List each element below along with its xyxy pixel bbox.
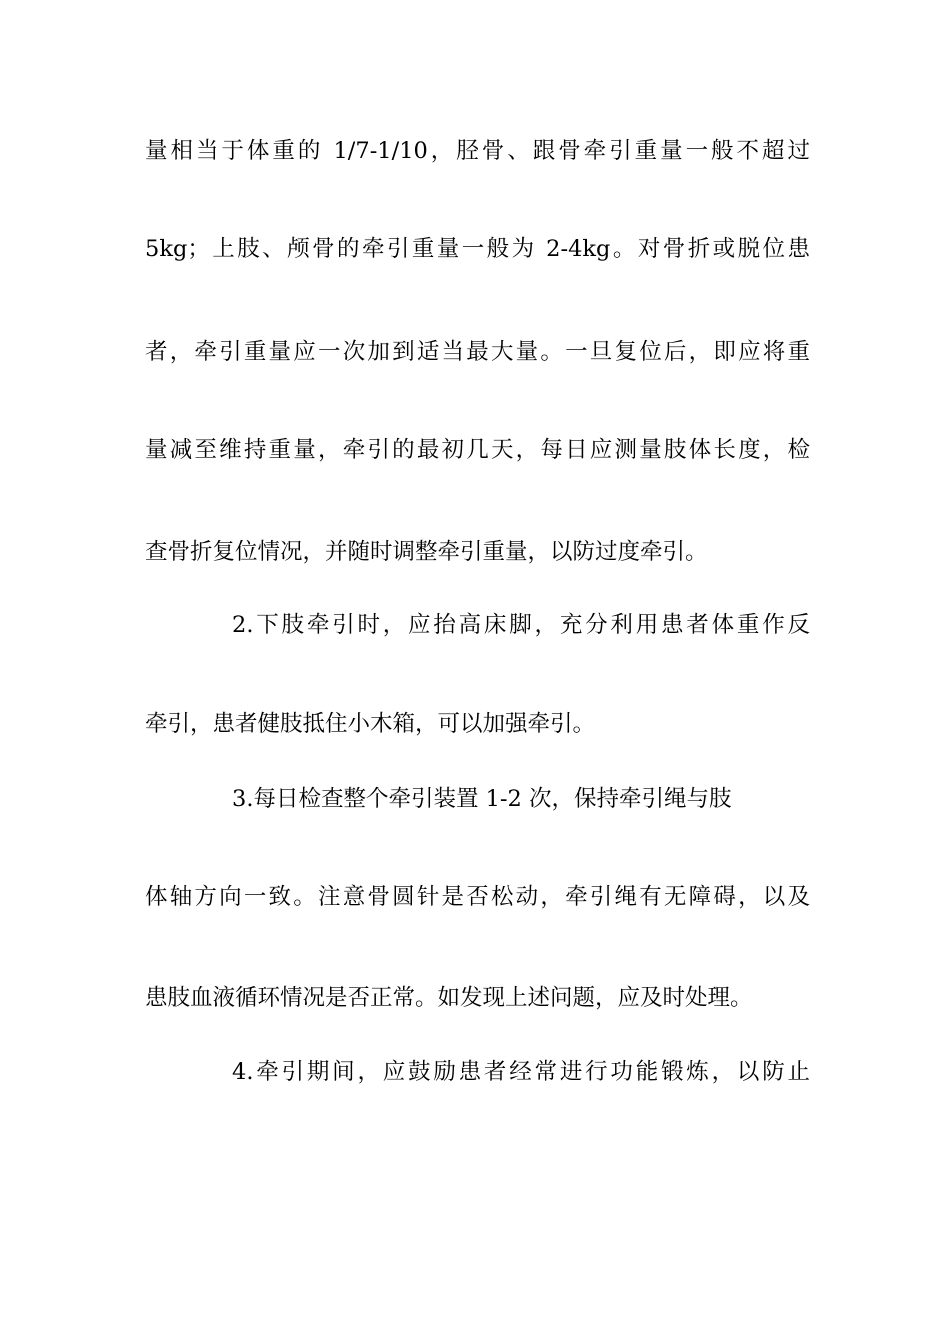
paragraph-line: 量相当于体重的 1/7-1/10，胫骨、跟骨牵引重量一般不超过 — [145, 138, 810, 164]
paragraph-line: 2.下肢牵引时，应抬高床脚，充分利用患者体重作反 — [232, 612, 810, 638]
paragraph-line: 查骨折复位情况，并随时调整牵引重量，以防过度牵引。 — [145, 539, 708, 565]
paragraph-line: 者，牵引重量应一次加到适当最大量。一旦复位后，即应将重 — [145, 339, 810, 365]
paragraph-line: 体轴方向一致。注意骨圆针是否松动，牵引绳有无障碍，以及 — [145, 884, 810, 910]
paragraph-line: 5kg；上肢、颅骨的牵引重量一般为 2-4kg。对骨折或脱位患 — [145, 236, 810, 262]
paragraph-line: 患肢血液循环情况是否正常。如发现上述问题，应及时处理。 — [145, 985, 753, 1011]
paragraph-line: 量减至维持重量，牵引的最初几天，每日应测量肢体长度，检 — [145, 437, 810, 463]
paragraph-line: 牵引，患者健肢抵住小木箱，可以加强牵引。 — [145, 711, 596, 737]
paragraph-line: 4.牵引期间，应鼓励患者经常进行功能锻炼，以防止 — [232, 1059, 810, 1085]
paragraph-line: 3.每日检查整个牵引装置 1-2 次，保持牵引绳与肢 — [232, 786, 732, 812]
